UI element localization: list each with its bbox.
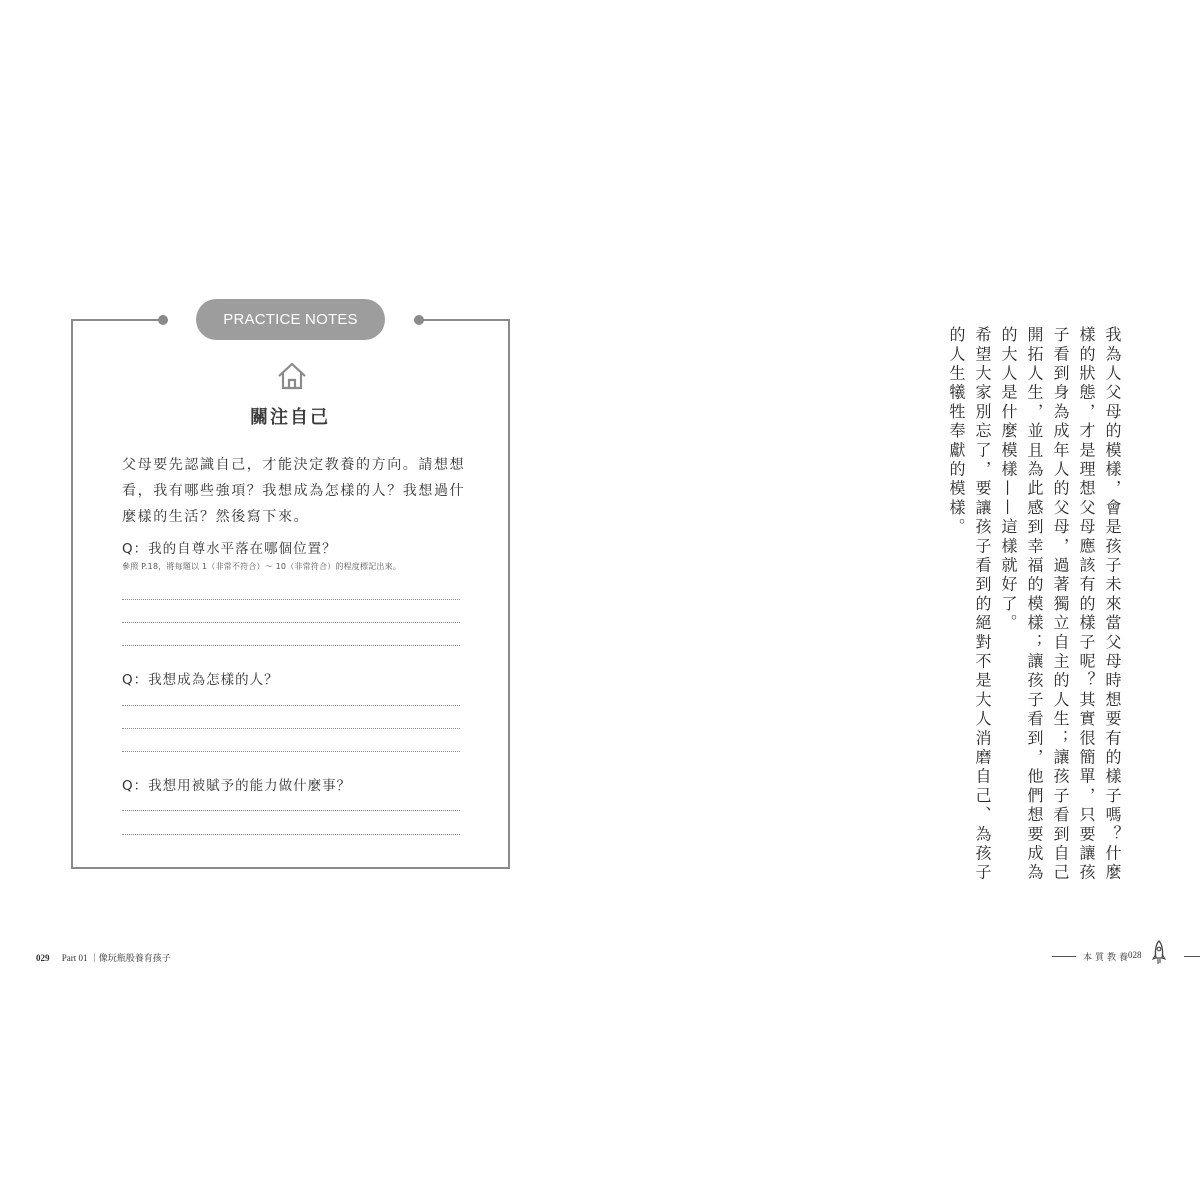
- frame-top-rule-left: [71, 319, 163, 321]
- practice-notes-badge: PRACTICE NOTES: [196, 299, 385, 340]
- rocket-icon: [1152, 940, 1166, 966]
- folio-rule: [1184, 956, 1200, 957]
- writing-line: [122, 645, 460, 646]
- paragraph-2: 希望大家別忘了，要讓孩子看到的絕對不是大人消磨自己、為孩子的人生犧牲奉獻的模樣。: [947, 326, 992, 883]
- paragraph-1: 我為人父母的模樣，會是孩子未來當父母時想要有的樣子嗎？什麼樣的狀態，才是理想父母應該有的樣子呢？其實很簡單，只要讓孩子看到身為成年人的父母，過著獨立自主的人生；讓孩子看到自己開拓人生，並且為此感到幸福的模樣；讓孩子看到，他們想要成為的大人是什麼模樣——這樣就好了。: [999, 326, 1122, 883]
- writing-line: [122, 728, 460, 729]
- page-number-right: 028: [1128, 950, 1142, 960]
- book-title: 本質教養: [1083, 952, 1132, 962]
- writing-line: [122, 622, 460, 623]
- folio-left: [36, 951, 171, 964]
- writing-line: [122, 810, 460, 811]
- house-icon: [276, 361, 308, 391]
- frame-dot-left: [158, 315, 168, 325]
- writing-line: [122, 705, 460, 706]
- notes-intro: 父母要先認識自己，才能決定教養的方向。請想想看，我有哪些強項？我想成為怎樣的人？我想過什麼樣的生活？然後寫下來。: [122, 457, 466, 525]
- section-title: Part 01 ｜像玩瓶般養育孩子: [61, 953, 171, 963]
- folio-rule: [1052, 956, 1076, 957]
- question-1-note: 參照 P.18，將每題以 1（非常不符合）～ 10（非常符合）的程度標記出來。: [122, 562, 401, 571]
- frame-dot-right: [414, 315, 424, 325]
- writing-line: [122, 751, 460, 752]
- writing-line: [122, 834, 460, 835]
- frame-top-rule-right: [419, 319, 510, 321]
- writing-line: [122, 599, 460, 600]
- folio-right: [1052, 949, 1200, 965]
- question-3: Q：我想用被賦予的能力做什麼事？: [122, 778, 352, 794]
- notes-title: 關注自己: [250, 407, 330, 428]
- page-number-left: 029: [36, 953, 50, 963]
- body-text: [943, 326, 1125, 886]
- question-1: Q：我的自尊水平落在哪個位置？: [122, 541, 337, 557]
- question-2: Q：我想成為怎樣的人？: [122, 672, 279, 688]
